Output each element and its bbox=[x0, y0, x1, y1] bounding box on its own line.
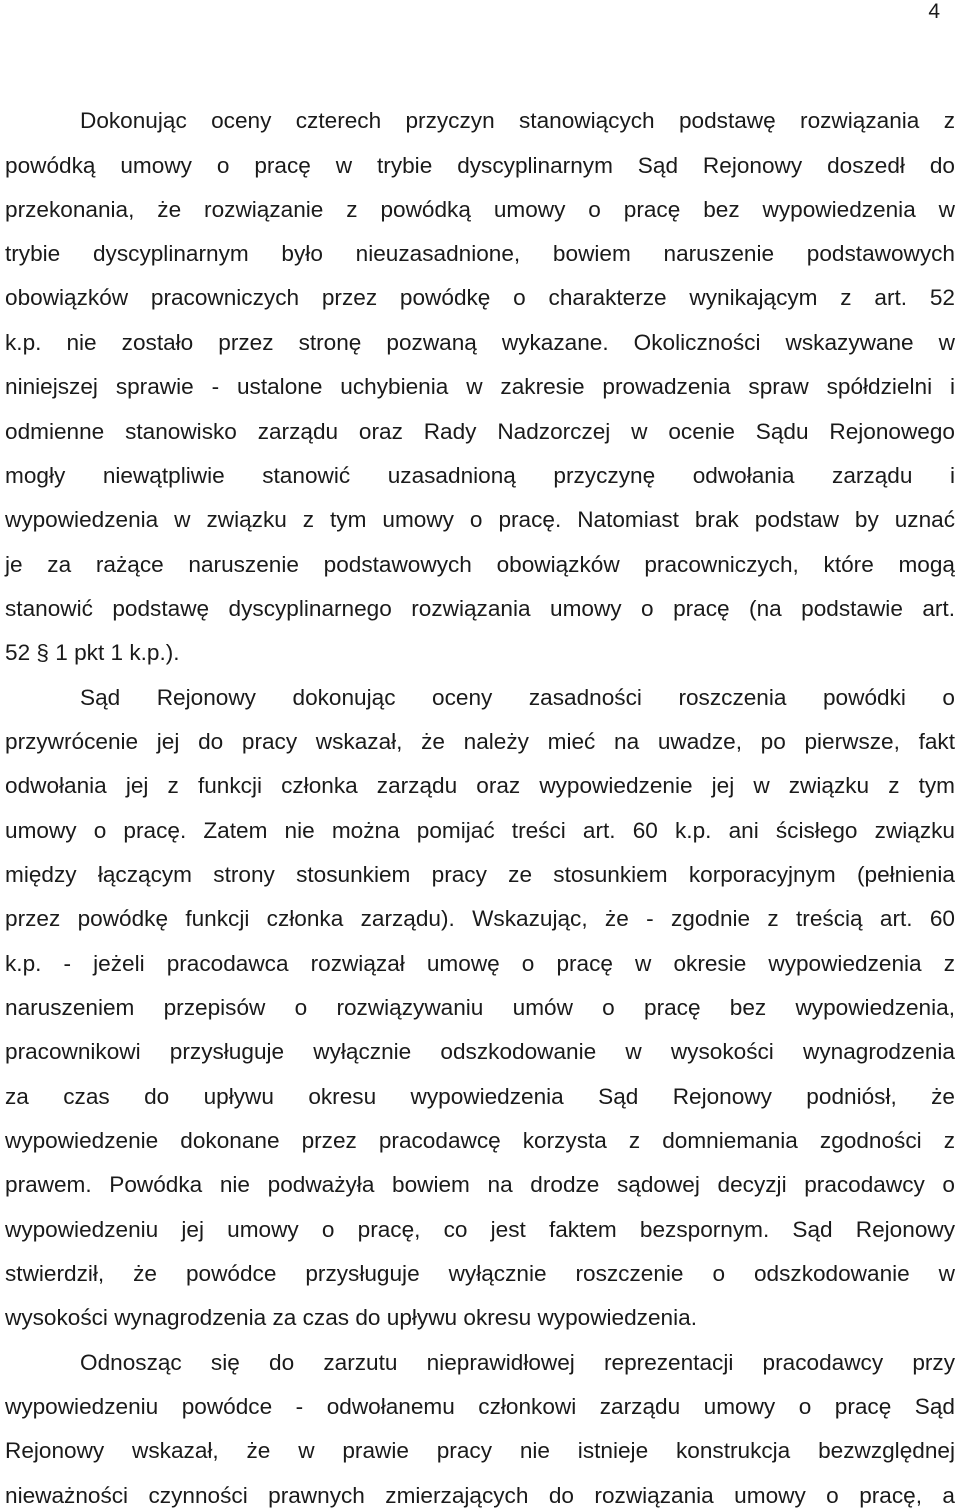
text-line: przywrócenie jej do pracy wskazał, że należy mieć na uwadze, po pierwsze, fakt bbox=[5, 729, 955, 754]
text-line: umowy o pracę. Zatem nie można pomijać treści art. 60 k.p. ani ścisłego związku bbox=[5, 818, 955, 843]
text-line: 52 § 1 pkt 1 k.p.). bbox=[5, 640, 180, 665]
text-line: mogły niewątpliwie stanowić uzasadnioną przyczynę odwołania zarządu i bbox=[5, 463, 955, 488]
text-line: je za rażące naruszenie podstawowych obowiązków pracowniczych, które mogą bbox=[5, 552, 955, 577]
text-line: niniejszej sprawie - ustalone uchybienia w zakresie prowadzenia spraw spółdzielni i bbox=[5, 374, 955, 399]
text-line: Sąd Rejonowy dokonując oceny zasadności roszczenia powódki o bbox=[80, 685, 955, 710]
text-line: naruszeniem przepisów o rozwiązywaniu umów o pracę bez wypowiedzenia, bbox=[5, 995, 955, 1020]
text-line: odwołania jej z funkcji członka zarządu oraz wypowiedzenie jej w związku z tym bbox=[5, 773, 955, 798]
text-line: pracownikowi przysługuje wyłącznie odszkodowanie w wysokości wynagrodzenia bbox=[5, 1039, 955, 1064]
text-line: Rejonowy wskazał, że w prawie pracy nie istnieje konstrukcja bezwzględnej bbox=[5, 1438, 955, 1463]
page-number: 4 bbox=[928, 0, 940, 23]
text-line: przekonania, że rozwiązanie z powódką umowy o pracę bez wypowiedzenia w bbox=[5, 197, 955, 222]
text-line: powódką umowy o pracę w trybie dyscyplinarnym Sąd Rejonowy doszedł do bbox=[5, 153, 955, 178]
text-line: Odnosząc się do zarzutu nieprawidłowej reprezentacji pracodawcy przy bbox=[80, 1350, 955, 1375]
text-line: trybie dyscyplinarnym było nieuzasadnione, bowiem naruszenie podstawowych bbox=[5, 241, 955, 266]
text-line: nieważności czynności prawnych zmierzających do rozwiązania umowy o pracę, a bbox=[5, 1483, 955, 1508]
text-line: obowiązków pracowniczych przez powódkę o charakterze wynikającym z art. 52 bbox=[5, 285, 955, 310]
text-line: Dokonując oceny czterech przyczyn stanowiących podstawę rozwiązania z bbox=[80, 108, 955, 133]
text-line: między łączącym strony stosunkiem pracy ze stosunkiem korporacyjnym (pełnienia bbox=[5, 862, 955, 887]
text-line: wypowiedzenia w związku z tym umowy o pracę. Natomiast brak podstaw by uznać bbox=[5, 507, 955, 532]
text-line: wypowiedzeniu jej umowy o pracę, co jest faktem bezspornym. Sąd Rejonowy bbox=[5, 1217, 955, 1242]
text-line: stanowić podstawę dyscyplinarnego rozwiązania umowy o pracę (na podstawie art. bbox=[5, 596, 955, 621]
text-line: k.p. - jeżeli pracodawca rozwiązał umowę o pracę w okresie wypowiedzenia z bbox=[5, 951, 955, 976]
text-line: wypowiedzenie dokonane przez pracodawcę korzysta z domniemania zgodności z bbox=[5, 1128, 955, 1153]
text-line: prawem. Powódka nie podważyła bowiem na drodze sądowej decyzji pracodawcy o bbox=[5, 1172, 955, 1197]
text-line: wypowiedzeniu powódce - odwołanemu członkowi zarządu umowy o pracę Sąd bbox=[5, 1394, 955, 1419]
text-line: stwierdził, że powódce przysługuje wyłącznie roszczenie o odszkodowanie w bbox=[5, 1261, 955, 1286]
text-line: odmienne stanowisko zarządu oraz Rady Nadzorczej w ocenie Sądu Rejonowego bbox=[5, 419, 955, 444]
text-line: k.p. nie zostało przez stronę pozwaną wykazane. Okoliczności wskazywane w bbox=[5, 330, 955, 355]
text-line: za czas do upływu okresu wypowiedzenia Sąd Rejonowy podniósł, że bbox=[5, 1084, 955, 1109]
text-line: wysokości wynagrodzenia za czas do upływu okresu wypowiedzenia. bbox=[5, 1305, 697, 1330]
text-line: przez powódkę funkcji członka zarządu). Wskazując, że - zgodnie z treścią art. 60 bbox=[5, 906, 955, 931]
